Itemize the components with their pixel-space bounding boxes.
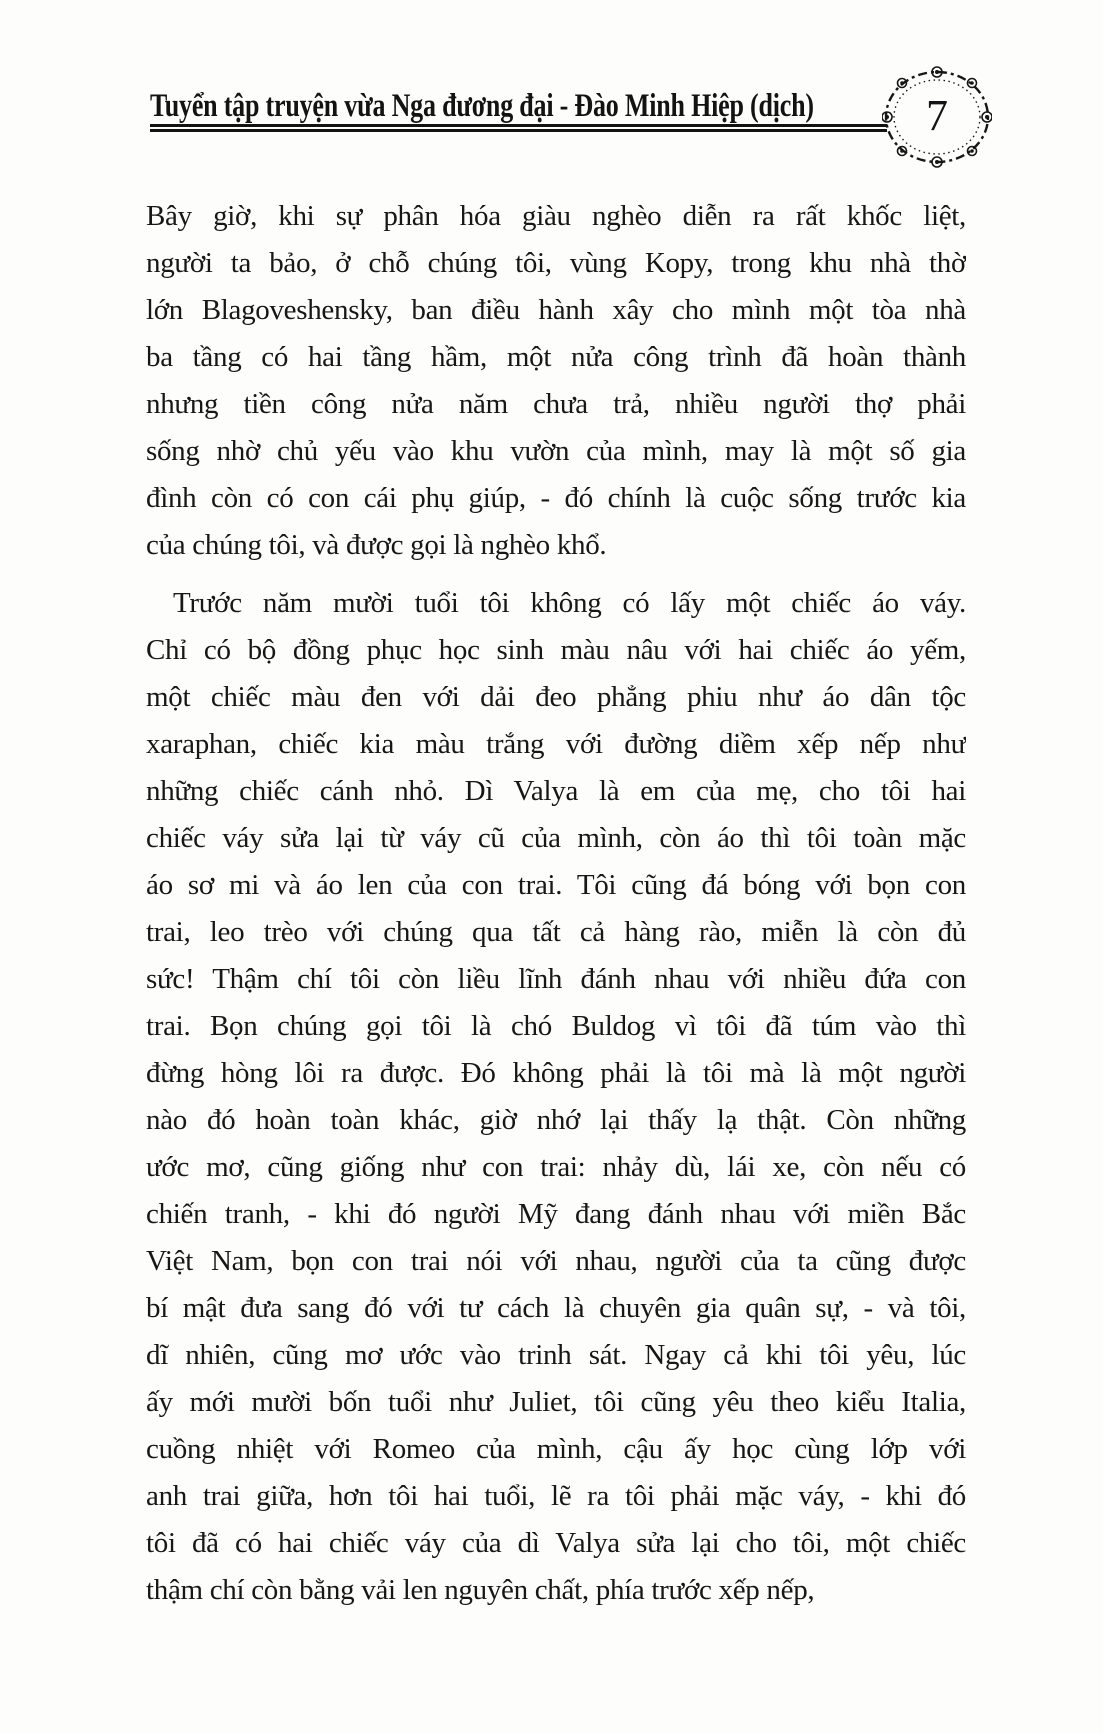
text-line: trai, leo trèo với chúng qua tất cả hàng rào, miễn là còn đủ	[146, 916, 966, 948]
text-line: thậm chí còn bằng vải len nguyên chất, phía trước xếp nếp,	[146, 1574, 815, 1606]
text-line: Trước năm mười tuổi tôi không có lấy một chiếc áo váy.	[173, 587, 966, 619]
page-number: 7	[926, 90, 948, 140]
page-number-medallion	[882, 66, 992, 168]
text-line: ước mơ, cũng giống như con trai: nhảy dù, lái xe, còn nếu có	[146, 1151, 966, 1183]
text-line: nhưng tiền công nửa năm chưa trả, nhiều người thợ phải	[146, 388, 966, 420]
text-line: cuồng nhiệt với Romeo của mình, cậu ấy học cùng lớp với	[146, 1433, 966, 1465]
text-line: Việt Nam, bọn con trai nói với nhau, người của ta cũng được	[146, 1245, 966, 1277]
text-line: xaraphan, chiếc kia màu trắng với đường diềm xếp nếp như	[146, 728, 966, 760]
text-line: ba tầng có hai tầng hầm, một nửa công trình đã hoàn thành	[146, 341, 966, 373]
text-line: Chỉ có bộ đồng phục học sinh màu nâu với hai chiếc áo yếm,	[146, 634, 966, 666]
text-line: ấy mới mười bốn tuổi như Juliet, tôi cũng yêu theo kiểu Italia,	[146, 1386, 966, 1418]
running-title: Tuyển tập truyện vừa Nga đương đại - Đào Minh Hiệp (dịch)	[150, 86, 814, 124]
text-line: nào đó hoàn toàn khác, giờ nhớ lại thấy lạ thật. Còn những	[146, 1104, 966, 1136]
text-line: đừng hòng lôi ra được. Đó không phải là tôi mà là một người	[146, 1057, 966, 1089]
text-line: tôi đã có hai chiếc váy của dì Valya sửa lại cho tôi, một chiếc	[146, 1527, 966, 1559]
text-line: trai. Bọn chúng gọi tôi là chó Buldog vì tôi đã túm vào thì	[146, 1010, 966, 1042]
text-line: anh trai giữa, hơn tôi hai tuổi, lẽ ra tôi phải mặc váy, - khi đó	[146, 1480, 966, 1512]
text-line: những chiếc cánh nhỏ. Dì Valya là em của mẹ, cho tôi hai	[146, 775, 966, 807]
page-body	[146, 193, 966, 1614]
text-line: dĩ nhiên, cũng mơ ước vào trinh sát. Ngay cả khi tôi yêu, lúc	[146, 1339, 966, 1371]
text-line: một chiếc màu đen với dải đeo phẳng phiu như áo dân tộc	[146, 681, 966, 713]
text-line: lớn Blagoveshensky, ban điều hành xây cho mình một tòa nhà	[146, 294, 966, 326]
paragraph	[146, 580, 966, 1614]
text-line: của chúng tôi, và được gọi là nghèo khổ.	[146, 529, 607, 561]
text-line: Bây giờ, khi sự phân hóa giàu nghèo diễn ra rất khốc liệt,	[146, 200, 966, 232]
text-line: đình còn có con cái phụ giúp, - đó chính là cuộc sống trước kia	[146, 482, 966, 514]
text-line: áo sơ mi và áo len của con trai. Tôi cũng đá bóng với bọn con	[146, 869, 966, 901]
text-line: bí mật đưa sang đó với tư cách là chuyên gia quân sự, - và tôi,	[146, 1292, 966, 1324]
text-line: người ta bảo, ở chỗ chúng tôi, vùng Kopy, trong khu nhà thờ	[146, 247, 966, 279]
text-line: chiếc váy sửa lại từ váy cũ của mình, còn áo thì tôi toàn mặc	[146, 822, 966, 854]
text-line: sống nhờ chủ yếu vào khu vườn của mình, may là một số gia	[146, 435, 966, 467]
paragraph	[146, 193, 966, 569]
text-line: chiến tranh, - khi đó người Mỹ đang đánh nhau với miền Bắc	[146, 1198, 966, 1230]
header-double-rule	[150, 124, 887, 132]
text-line: sức! Thậm chí tôi còn liều lĩnh đánh nhau với nhiều đứa con	[146, 963, 966, 995]
